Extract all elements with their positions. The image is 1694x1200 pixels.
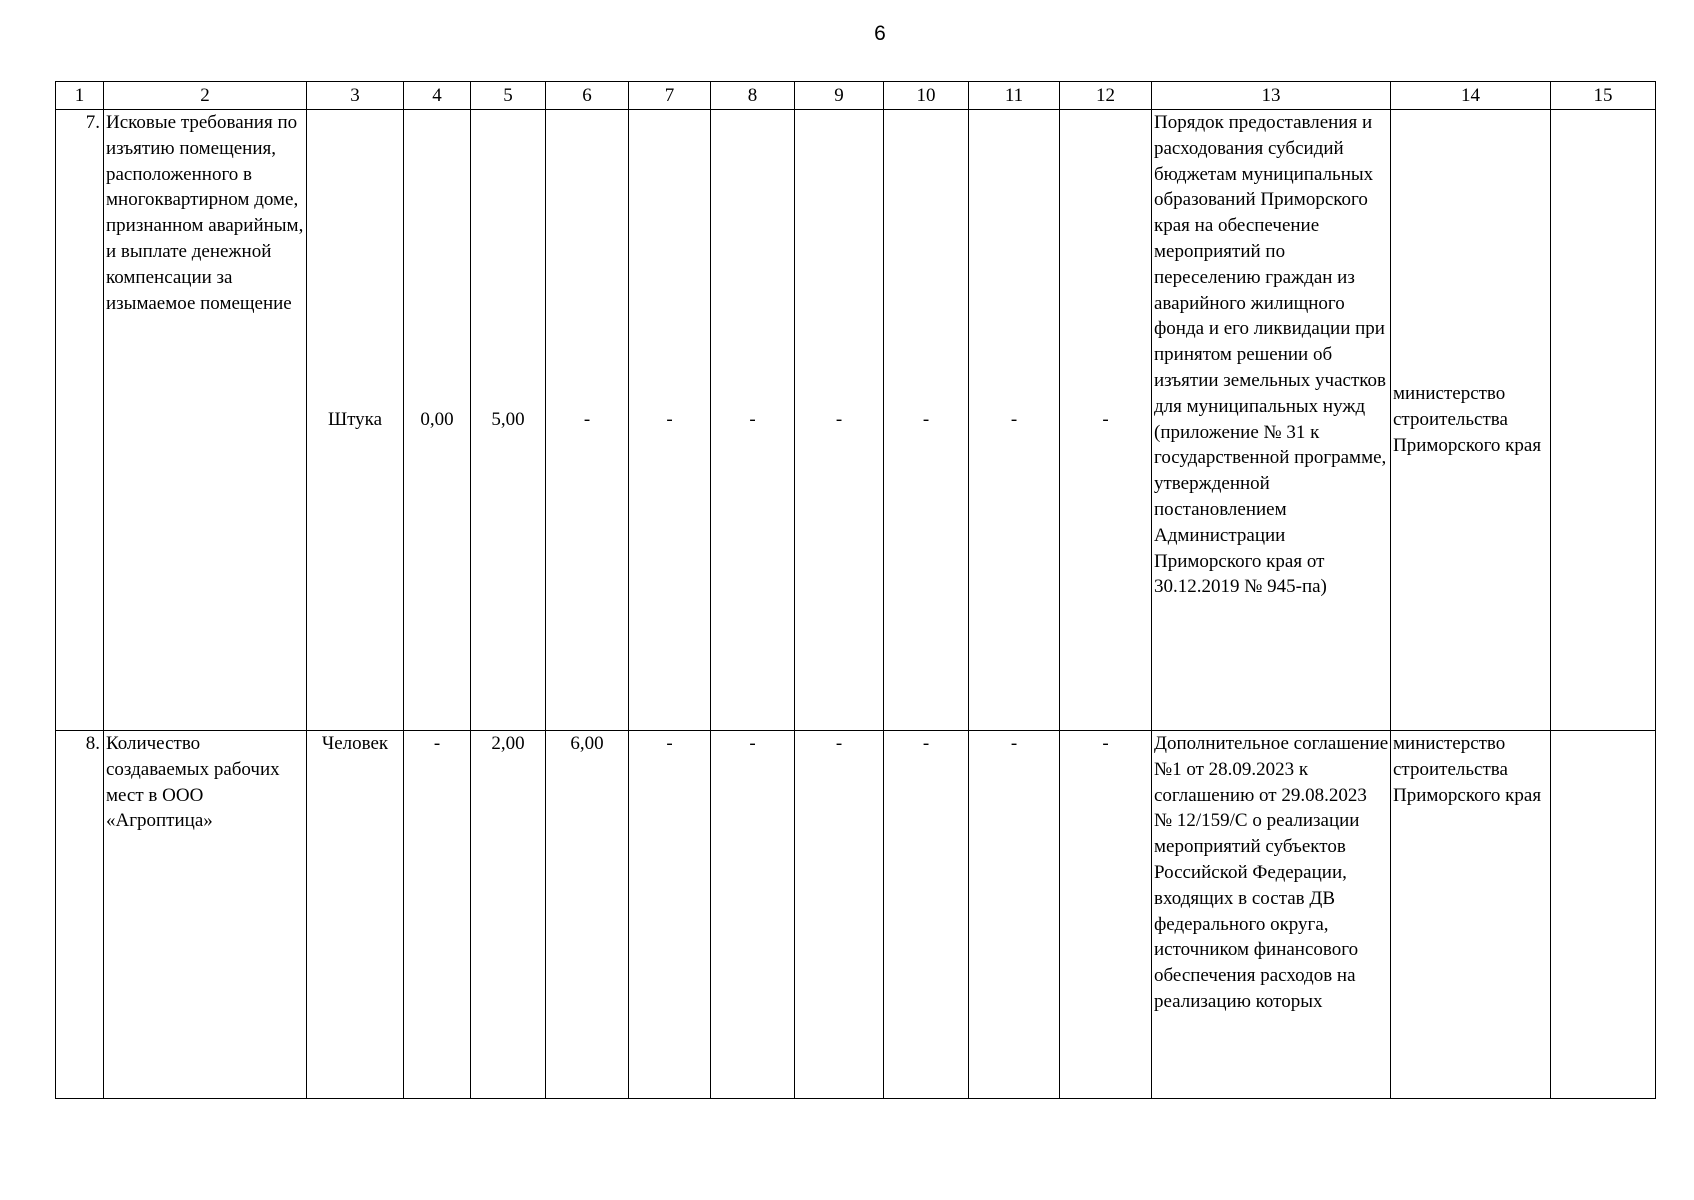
col-header-12: 12: [1060, 82, 1152, 110]
value-cell-15: [1551, 731, 1656, 1099]
value-cell-12: -: [1060, 110, 1152, 731]
col-header-7: 7: [629, 82, 711, 110]
col-header-6: 6: [546, 82, 629, 110]
col-header-1: 1: [56, 82, 104, 110]
value-cell-10: -: [884, 110, 969, 731]
col-header-15: 15: [1551, 82, 1656, 110]
value-cell-10: -: [884, 731, 969, 1099]
value-cell-7: -: [629, 110, 711, 731]
indicator-table: [55, 81, 1656, 1099]
col-header-5: 5: [471, 82, 546, 110]
indicator-name: Исковые требования по изъятию помещения, расположенного в многоквартирном доме, признанном аварийным, и выплате денежной компенсации за изымаемое помещение: [104, 110, 307, 731]
basis-document: Дополнительное соглашение №1 от 28.09.2023 к соглашению от 29.08.2023 № 12/159/С о реализации мероприятий субъектов Российской Федерации, входящих в состав ДВ федерального округа, источником финансового обеспечения расходов на реализацию которых: [1152, 731, 1391, 1099]
col-header-3: 3: [307, 82, 404, 110]
row-number: 8.: [56, 731, 104, 1099]
value-cell-5: 2,00: [471, 731, 546, 1099]
value-cell-7: -: [629, 731, 711, 1099]
value-cell-6: -: [546, 110, 629, 731]
value-cell-5: 5,00: [471, 110, 546, 731]
col-header-14: 14: [1391, 82, 1551, 110]
table-row: [56, 110, 1656, 731]
value-cell-11: -: [969, 731, 1060, 1099]
col-header-2: 2: [104, 82, 307, 110]
value-cell-12: -: [1060, 731, 1152, 1099]
col-header-8: 8: [711, 82, 795, 110]
col-header-9: 9: [795, 82, 884, 110]
col-header-4: 4: [404, 82, 471, 110]
responsible-body: министерство строительства Приморского края: [1391, 110, 1551, 731]
value-cell-15: [1551, 110, 1656, 731]
value-cell-9: -: [795, 110, 884, 731]
value-cell-8: -: [711, 110, 795, 731]
value-cell-4: 0,00: [404, 110, 471, 731]
unit-cell: Штука: [307, 110, 404, 731]
value-cell-11: -: [969, 110, 1060, 731]
value-cell-6: 6,00: [546, 731, 629, 1099]
col-header-10: 10: [884, 82, 969, 110]
unit-cell: Человек: [307, 731, 404, 1099]
row-number: 7.: [56, 110, 104, 731]
column-number-row: [56, 82, 1656, 110]
value-cell-9: -: [795, 731, 884, 1099]
col-header-13: 13: [1152, 82, 1391, 110]
responsible-body: министерство строительства Приморского края: [1391, 731, 1551, 1099]
table-row: [56, 731, 1656, 1099]
basis-document: Порядок предоставления и расходования субсидий бюджетам муниципальных образований Приморского края на обеспечение мероприятий по переселению граждан из аварийного жилищного фонда и его ликвидации при принятом решении об изъятии земельных участков для муниципальных нужд (приложение № 31 к государственной программе, утвержденной постановлением Администрации Приморского края от 30.12.2019 № 945-па): [1152, 110, 1391, 731]
col-header-11: 11: [969, 82, 1060, 110]
page-number: 6: [874, 22, 886, 45]
value-cell-4: -: [404, 731, 471, 1099]
value-cell-8: -: [711, 731, 795, 1099]
indicator-name: Количество создаваемых рабочих мест в ООО «Агроптица»: [104, 731, 307, 1099]
